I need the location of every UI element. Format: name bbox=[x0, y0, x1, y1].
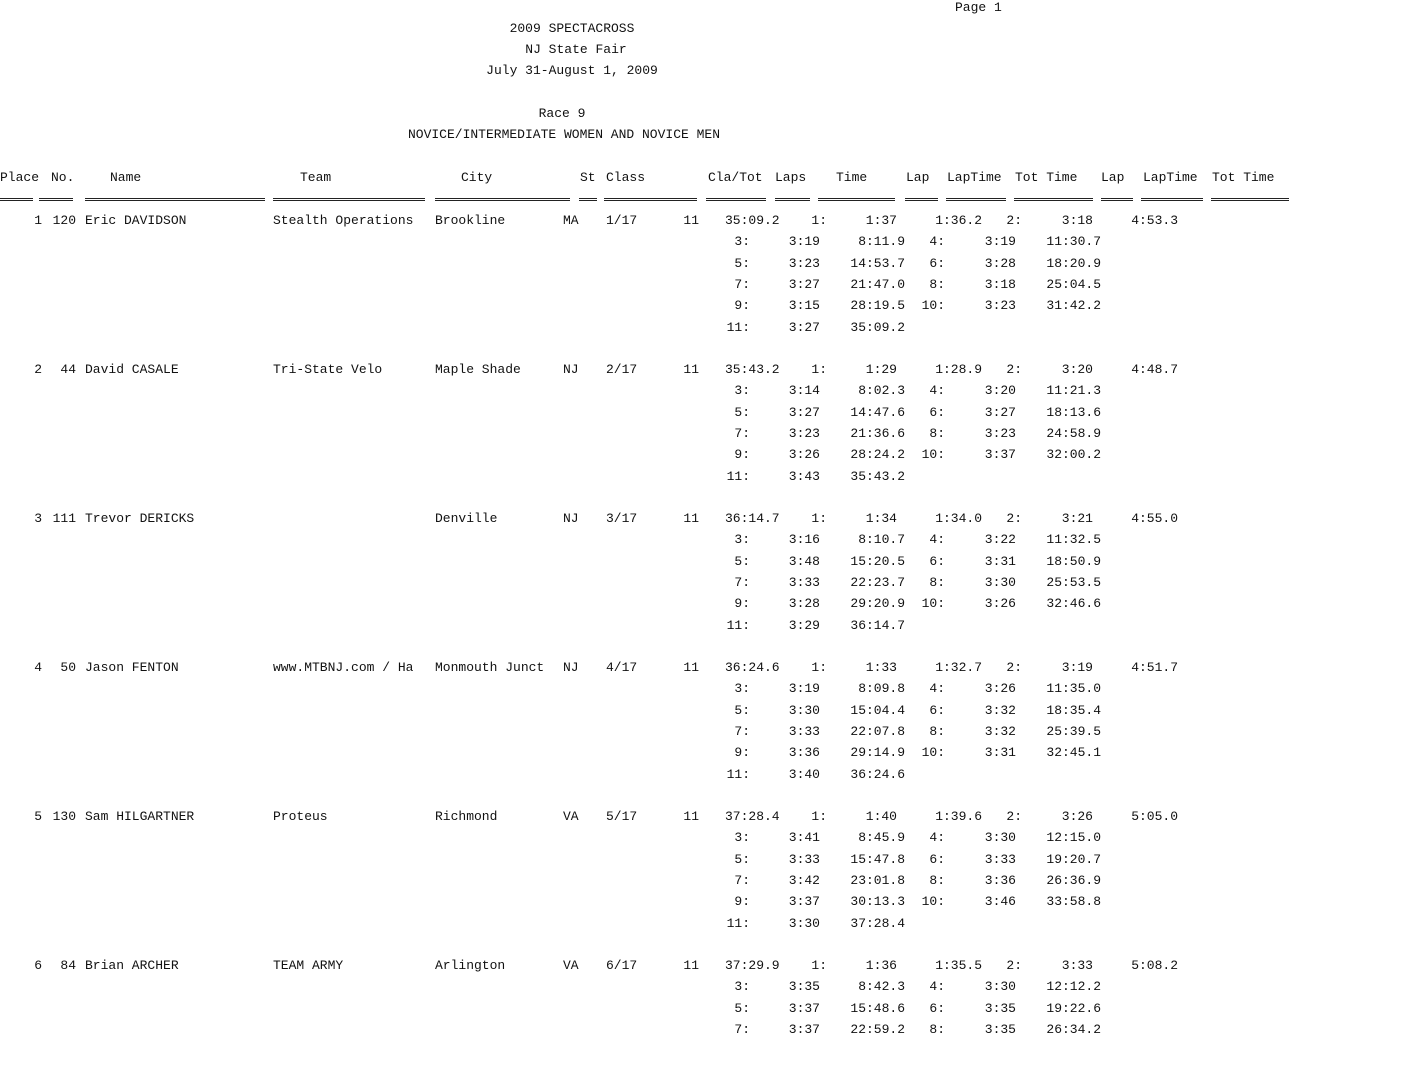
rider-state: VA bbox=[563, 958, 579, 973]
lap-number: 11: bbox=[726, 320, 750, 335]
lap-number: 9: bbox=[734, 298, 750, 313]
lap-time: 3:23 bbox=[984, 426, 1016, 441]
lap-number: 11: bbox=[726, 916, 750, 931]
lap-time: 3:30 bbox=[788, 703, 820, 718]
lap-number: 6: bbox=[929, 256, 945, 271]
rider-laps: 11 bbox=[683, 809, 699, 824]
lap-time: 3:19 bbox=[788, 681, 820, 696]
lap-time: 3:30 bbox=[984, 979, 1016, 994]
lap-time: 3:27 bbox=[788, 405, 820, 420]
rider-city: Arlington bbox=[435, 958, 506, 973]
header-rule bbox=[435, 198, 570, 201]
lap-total-time: 35:43.2 bbox=[850, 469, 905, 484]
lap-number: 2: bbox=[1006, 809, 1022, 824]
header-rule bbox=[706, 198, 766, 201]
lap-number: 10: bbox=[921, 298, 945, 313]
lap-total-time: 4:53.3 bbox=[1131, 213, 1178, 228]
lap-total-time: 31:42.2 bbox=[1046, 298, 1101, 313]
lap-time: 3:30 bbox=[984, 575, 1016, 590]
lap-number: 7: bbox=[734, 277, 750, 292]
lap-number: 5: bbox=[734, 1001, 750, 1016]
lap-total-time: 23:01.8 bbox=[850, 873, 905, 888]
rider-place: 6 bbox=[34, 958, 42, 973]
lap-total-time: 5:05.0 bbox=[1131, 809, 1178, 824]
lap-number: 1: bbox=[811, 660, 827, 675]
lap-time: 3:33 bbox=[984, 852, 1016, 867]
lap-total-time: 8:11.9 bbox=[858, 234, 905, 249]
rider-number: 130 bbox=[52, 809, 76, 824]
lap-number: 4: bbox=[929, 830, 945, 845]
lap-number: 5: bbox=[734, 405, 750, 420]
rider-laps: 11 bbox=[683, 660, 699, 675]
lap-number: 7: bbox=[734, 873, 750, 888]
lap-time: 3:23 bbox=[788, 256, 820, 271]
lap-total-time: 15:48.6 bbox=[850, 1001, 905, 1016]
lap-total-time: 25:39.5 bbox=[1046, 724, 1101, 739]
lap-total-time: 19:22.6 bbox=[1046, 1001, 1101, 1016]
lap-total-time: 8:10.7 bbox=[858, 532, 905, 547]
lap-time: 3:15 bbox=[788, 298, 820, 313]
lap-number: 6: bbox=[929, 703, 945, 718]
lap-number: 8: bbox=[929, 1022, 945, 1037]
rider-city: Maple Shade bbox=[435, 362, 521, 377]
lap-number: 8: bbox=[929, 426, 945, 441]
lap-time: 3:26 bbox=[984, 596, 1016, 611]
lap-time: 3:19 bbox=[984, 234, 1016, 249]
lap-number: 5: bbox=[734, 554, 750, 569]
lap-time: 3:40 bbox=[788, 767, 820, 782]
header-rule bbox=[946, 198, 1006, 201]
lap-number: 5: bbox=[734, 703, 750, 718]
lap-number: 5: bbox=[734, 256, 750, 271]
rider-city: Brookline bbox=[435, 213, 506, 228]
header-rule bbox=[905, 198, 938, 201]
rider-name: Brian ARCHER bbox=[85, 958, 179, 973]
lap-time: 3:18 bbox=[1061, 213, 1093, 228]
lap-total-time: 15:20.5 bbox=[850, 554, 905, 569]
lap-number: 10: bbox=[921, 596, 945, 611]
lap-time: 3:26 bbox=[1061, 809, 1093, 824]
rider-number: 120 bbox=[52, 213, 76, 228]
rider-state: VA bbox=[563, 809, 579, 824]
lap-total-time: 32:00.2 bbox=[1046, 447, 1101, 462]
lap-time: 3:32 bbox=[984, 703, 1016, 718]
rider-team: Stealth Operations bbox=[273, 213, 414, 228]
lap-number: 1: bbox=[811, 809, 827, 824]
lap-number: 10: bbox=[921, 894, 945, 909]
rider-name: Jason FENTON bbox=[85, 660, 179, 675]
column-header: LapTime bbox=[947, 170, 1002, 185]
lap-number: 8: bbox=[929, 277, 945, 292]
lap-time: 3:37 bbox=[984, 447, 1016, 462]
lap-time: 3:27 bbox=[984, 405, 1016, 420]
rider-place: 4 bbox=[34, 660, 42, 675]
lap-time: 3:18 bbox=[984, 277, 1016, 292]
rider-class-place: 4/17 bbox=[606, 660, 638, 675]
lap-total-time: 12:15.0 bbox=[1046, 830, 1101, 845]
lap-time: 3:21 bbox=[1061, 511, 1093, 526]
rider-class-place: 2/17 bbox=[606, 362, 638, 377]
lap-time: 3:14 bbox=[788, 383, 820, 398]
lap-time: 3:28 bbox=[984, 256, 1016, 271]
lap-total-time: 4:48.7 bbox=[1131, 362, 1178, 377]
lap-time: 3:42 bbox=[788, 873, 820, 888]
header-rule bbox=[85, 198, 265, 201]
lap-number: 11: bbox=[726, 618, 750, 633]
lap-total-time: 4:51.7 bbox=[1131, 660, 1178, 675]
rider-number: 44 bbox=[60, 362, 76, 377]
lap-total-time: 22:07.8 bbox=[850, 724, 905, 739]
lap-time: 3:33 bbox=[788, 575, 820, 590]
rider-class-place: 1/17 bbox=[606, 213, 638, 228]
lap-total-time: 15:47.8 bbox=[850, 852, 905, 867]
header-rule bbox=[579, 198, 597, 201]
rider-city: Monmouth Junct bbox=[435, 660, 545, 675]
lap-time: 3:16 bbox=[788, 532, 820, 547]
rider-name: Eric DAVIDSON bbox=[85, 213, 187, 228]
lap-total-time: 29:20.9 bbox=[850, 596, 905, 611]
rider-team: Proteus bbox=[273, 809, 328, 824]
rider-time: 35:43.2 bbox=[725, 362, 780, 377]
lap-total-time: 22:23.7 bbox=[850, 575, 905, 590]
lap-number: 4: bbox=[929, 979, 945, 994]
lap-time: 3:36 bbox=[788, 745, 820, 760]
rider-name: Sam HILGARTNER bbox=[85, 809, 195, 824]
rider-time: 36:14.7 bbox=[725, 511, 780, 526]
lap-number: 3: bbox=[734, 383, 750, 398]
lap-total-time: 37:28.4 bbox=[850, 916, 905, 931]
rider-laps: 11 bbox=[683, 213, 699, 228]
header-rule bbox=[0, 198, 33, 201]
lap-time: 3:33 bbox=[1061, 958, 1093, 973]
lap-time: 3:35 bbox=[984, 1001, 1016, 1016]
lap-total-time: 28:19.5 bbox=[850, 298, 905, 313]
rider-place: 1 bbox=[34, 213, 42, 228]
lap-number: 9: bbox=[734, 745, 750, 760]
rider-name: David CASALE bbox=[85, 362, 179, 377]
rider-number: 111 bbox=[52, 511, 76, 526]
lap-total-time: 1:28.9 bbox=[935, 362, 982, 377]
column-header: Team bbox=[300, 170, 332, 185]
lap-time: 3:37 bbox=[788, 1001, 820, 1016]
lap-time: 1:36 bbox=[865, 958, 897, 973]
lap-time: 1:29 bbox=[865, 362, 897, 377]
rider-team: www.MTBNJ.com / Ha bbox=[273, 660, 414, 675]
lap-time: 3:46 bbox=[984, 894, 1016, 909]
lap-total-time: 25:53.5 bbox=[1046, 575, 1101, 590]
rider-city: Richmond bbox=[435, 809, 498, 824]
lap-total-time: 5:08.2 bbox=[1131, 958, 1178, 973]
lap-number: 9: bbox=[734, 447, 750, 462]
lap-time: 3:30 bbox=[984, 830, 1016, 845]
lap-number: 2: bbox=[1006, 362, 1022, 377]
lap-total-time: 21:47.0 bbox=[850, 277, 905, 292]
lap-number: 7: bbox=[734, 724, 750, 739]
column-header: Lap bbox=[1101, 170, 1125, 185]
lap-number: 4: bbox=[929, 532, 945, 547]
lap-number: 9: bbox=[734, 894, 750, 909]
lap-time: 3:37 bbox=[788, 1022, 820, 1037]
event-title: 2009 SPECTACROSS bbox=[509, 21, 635, 36]
lap-total-time: 28:24.2 bbox=[850, 447, 905, 462]
lap-total-time: 33:58.8 bbox=[1046, 894, 1101, 909]
lap-number: 4: bbox=[929, 383, 945, 398]
lap-total-time: 14:47.6 bbox=[850, 405, 905, 420]
lap-number: 4: bbox=[929, 234, 945, 249]
lap-time: 3:26 bbox=[984, 681, 1016, 696]
lap-total-time: 18:13.6 bbox=[1046, 405, 1101, 420]
lap-time: 3:28 bbox=[788, 596, 820, 611]
lap-total-time: 1:36.2 bbox=[935, 213, 982, 228]
lap-total-time: 19:20.7 bbox=[1046, 852, 1101, 867]
column-header: Tot Time bbox=[1212, 170, 1275, 185]
lap-number: 10: bbox=[921, 745, 945, 760]
rider-class-place: 6/17 bbox=[606, 958, 638, 973]
rider-laps: 11 bbox=[683, 362, 699, 377]
column-header: Tot Time bbox=[1015, 170, 1078, 185]
lap-number: 1: bbox=[811, 511, 827, 526]
lap-number: 10: bbox=[921, 447, 945, 462]
lap-total-time: 36:14.7 bbox=[850, 618, 905, 633]
race-category: NOVICE/INTERMEDIATE WOMEN AND NOVICE MEN bbox=[407, 127, 721, 142]
lap-time: 3:35 bbox=[788, 979, 820, 994]
rider-class-place: 5/17 bbox=[606, 809, 638, 824]
lap-time: 1:33 bbox=[865, 660, 897, 675]
lap-number: 6: bbox=[929, 405, 945, 420]
lap-time: 3:33 bbox=[788, 724, 820, 739]
lap-total-time: 26:34.2 bbox=[1046, 1022, 1101, 1037]
lap-time: 3:29 bbox=[788, 618, 820, 633]
lap-number: 11: bbox=[726, 767, 750, 782]
lap-time: 3:31 bbox=[984, 554, 1016, 569]
column-header: St bbox=[580, 170, 596, 185]
lap-time: 3:33 bbox=[788, 852, 820, 867]
column-header: Lap bbox=[906, 170, 930, 185]
column-header: Laps bbox=[775, 170, 807, 185]
lap-total-time: 11:32.5 bbox=[1046, 532, 1101, 547]
lap-number: 8: bbox=[929, 873, 945, 888]
lap-total-time: 11:30.7 bbox=[1046, 234, 1101, 249]
lap-total-time: 8:09.8 bbox=[858, 681, 905, 696]
lap-total-time: 11:21.3 bbox=[1046, 383, 1101, 398]
rider-time: 37:28.4 bbox=[725, 809, 780, 824]
lap-total-time: 25:04.5 bbox=[1046, 277, 1101, 292]
lap-total-time: 11:35.0 bbox=[1046, 681, 1101, 696]
lap-total-time: 1:34.0 bbox=[935, 511, 982, 526]
rider-time: 37:29.9 bbox=[725, 958, 780, 973]
lap-total-time: 12:12.2 bbox=[1046, 979, 1101, 994]
lap-number: 2: bbox=[1006, 660, 1022, 675]
column-header: Cla/Tot bbox=[708, 170, 763, 185]
lap-time: 3:48 bbox=[788, 554, 820, 569]
rider-number: 50 bbox=[60, 660, 76, 675]
event-venue: NJ State Fair bbox=[525, 42, 627, 57]
lap-number: 2: bbox=[1006, 958, 1022, 973]
rider-number: 84 bbox=[60, 958, 76, 973]
header-rule bbox=[775, 198, 810, 201]
lap-time: 3:36 bbox=[984, 873, 1016, 888]
lap-time: 3:35 bbox=[984, 1022, 1016, 1037]
header-rule bbox=[604, 198, 697, 201]
column-header: LapTime bbox=[1143, 170, 1198, 185]
lap-number: 9: bbox=[734, 596, 750, 611]
rider-time: 35:09.2 bbox=[725, 213, 780, 228]
lap-total-time: 35:09.2 bbox=[850, 320, 905, 335]
column-header: Time bbox=[836, 170, 868, 185]
header-rule bbox=[1101, 198, 1133, 201]
rider-place: 5 bbox=[34, 809, 42, 824]
lap-number: 3: bbox=[734, 532, 750, 547]
lap-total-time: 8:45.9 bbox=[858, 830, 905, 845]
event-dates: July 31-August 1, 2009 bbox=[486, 63, 658, 78]
lap-number: 3: bbox=[734, 979, 750, 994]
rider-team: Tri-State Velo bbox=[273, 362, 383, 377]
rider-class-place: 3/17 bbox=[606, 511, 638, 526]
lap-time: 3:23 bbox=[984, 298, 1016, 313]
column-header: Place bbox=[0, 170, 40, 185]
rider-laps: 11 bbox=[683, 511, 699, 526]
rider-name: Trevor DERICKS bbox=[85, 511, 195, 526]
lap-total-time: 32:46.6 bbox=[1046, 596, 1101, 611]
column-header: City bbox=[461, 170, 493, 185]
lap-number: 4: bbox=[929, 681, 945, 696]
lap-number: 8: bbox=[929, 575, 945, 590]
lap-total-time: 21:36.6 bbox=[850, 426, 905, 441]
lap-total-time: 18:50.9 bbox=[1046, 554, 1101, 569]
lap-total-time: 8:02.3 bbox=[858, 383, 905, 398]
rider-place: 2 bbox=[34, 362, 42, 377]
rider-state: NJ bbox=[563, 362, 579, 377]
rider-place: 3 bbox=[34, 511, 42, 526]
lap-total-time: 4:55.0 bbox=[1131, 511, 1178, 526]
lap-number: 7: bbox=[734, 575, 750, 590]
lap-total-time: 1:39.6 bbox=[935, 809, 982, 824]
lap-time: 3:27 bbox=[788, 320, 820, 335]
page-number: Page 1 bbox=[955, 0, 1002, 15]
lap-total-time: 36:24.6 bbox=[850, 767, 905, 782]
lap-number: 3: bbox=[734, 681, 750, 696]
lap-time: 3:32 bbox=[984, 724, 1016, 739]
rider-city: Denville bbox=[435, 511, 498, 526]
header-rule bbox=[39, 198, 73, 201]
lap-time: 3:20 bbox=[1061, 362, 1093, 377]
header-rule bbox=[273, 198, 425, 201]
lap-number: 8: bbox=[929, 724, 945, 739]
race-number: Race 9 bbox=[538, 106, 586, 121]
header-rule bbox=[1141, 198, 1203, 201]
lap-total-time: 30:13.3 bbox=[850, 894, 905, 909]
rider-state: NJ bbox=[563, 660, 579, 675]
header-rule bbox=[818, 198, 895, 201]
lap-number: 6: bbox=[929, 852, 945, 867]
lap-time: 3:23 bbox=[788, 426, 820, 441]
lap-number: 7: bbox=[734, 1022, 750, 1037]
lap-number: 1: bbox=[811, 362, 827, 377]
lap-time: 1:37 bbox=[865, 213, 897, 228]
lap-total-time: 24:58.9 bbox=[1046, 426, 1101, 441]
lap-number: 2: bbox=[1006, 213, 1022, 228]
column-header: Name bbox=[110, 170, 142, 185]
lap-time: 3:26 bbox=[788, 447, 820, 462]
rider-state: MA bbox=[563, 213, 579, 228]
lap-time: 3:37 bbox=[788, 894, 820, 909]
lap-total-time: 32:45.1 bbox=[1046, 745, 1101, 760]
lap-total-time: 18:35.4 bbox=[1046, 703, 1101, 718]
lap-total-time: 14:53.7 bbox=[850, 256, 905, 271]
lap-time: 3:19 bbox=[788, 234, 820, 249]
lap-total-time: 8:42.3 bbox=[858, 979, 905, 994]
lap-time: 3:41 bbox=[788, 830, 820, 845]
header-rule bbox=[1211, 198, 1289, 201]
lap-time: 3:43 bbox=[788, 469, 820, 484]
lap-total-time: 29:14.9 bbox=[850, 745, 905, 760]
lap-total-time: 15:04.4 bbox=[850, 703, 905, 718]
lap-time: 3:19 bbox=[1061, 660, 1093, 675]
header-rule bbox=[1014, 198, 1093, 201]
lap-total-time: 1:35.5 bbox=[935, 958, 982, 973]
lap-time: 3:20 bbox=[984, 383, 1016, 398]
lap-time: 3:30 bbox=[788, 916, 820, 931]
rider-laps: 11 bbox=[683, 958, 699, 973]
lap-total-time: 18:20.9 bbox=[1046, 256, 1101, 271]
rider-state: NJ bbox=[563, 511, 579, 526]
lap-number: 6: bbox=[929, 554, 945, 569]
lap-number: 1: bbox=[811, 958, 827, 973]
rider-time: 36:24.6 bbox=[725, 660, 780, 675]
lap-number: 3: bbox=[734, 830, 750, 845]
lap-time: 1:34 bbox=[865, 511, 897, 526]
lap-time: 3:27 bbox=[788, 277, 820, 292]
lap-number: 6: bbox=[929, 1001, 945, 1016]
lap-number: 3: bbox=[734, 234, 750, 249]
lap-number: 1: bbox=[811, 213, 827, 228]
lap-total-time: 26:36.9 bbox=[1046, 873, 1101, 888]
rider-team: TEAM ARMY bbox=[273, 958, 344, 973]
lap-number: 5: bbox=[734, 852, 750, 867]
column-header: No. bbox=[51, 170, 75, 185]
lap-total-time: 22:59.2 bbox=[850, 1022, 905, 1037]
column-header: Class bbox=[606, 170, 646, 185]
lap-number: 11: bbox=[726, 469, 750, 484]
lap-time: 1:40 bbox=[865, 809, 897, 824]
lap-total-time: 1:32.7 bbox=[935, 660, 982, 675]
lap-number: 2: bbox=[1006, 511, 1022, 526]
lap-time: 3:22 bbox=[984, 532, 1016, 547]
lap-number: 7: bbox=[734, 426, 750, 441]
lap-time: 3:31 bbox=[984, 745, 1016, 760]
